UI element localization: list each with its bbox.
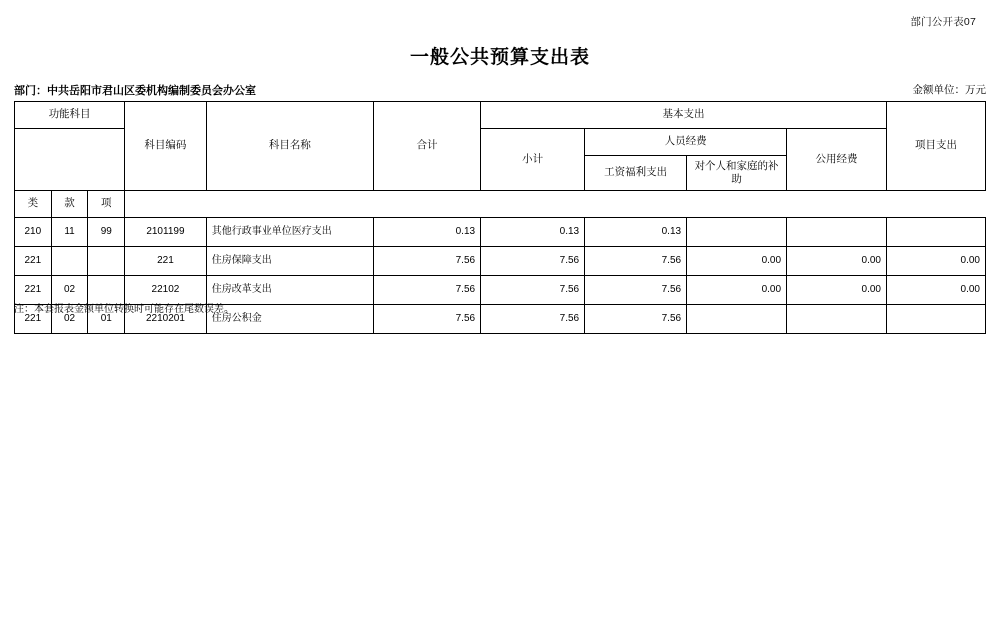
table-row xyxy=(15,247,986,276)
cell-item: 01 xyxy=(88,305,125,334)
cell-total: 7.56 xyxy=(373,305,480,334)
cell-salary-welfare: 7.56 xyxy=(585,247,687,276)
header-item: 项 xyxy=(88,191,125,218)
cell-name: 住房公积金 xyxy=(206,305,373,334)
table-footnote: 注：本套报表金额单位转换时可能存在尾数误差。 xyxy=(14,304,234,315)
cell-subsidy: 0.00 xyxy=(687,276,787,305)
table-row xyxy=(15,218,986,247)
header-basic-expenditure: 基本支出 xyxy=(481,102,887,129)
cell-subsidy: 0.00 xyxy=(687,247,787,276)
header-class: 类 xyxy=(15,191,52,218)
cell-subtotal: 0.13 xyxy=(481,218,585,247)
cell-project xyxy=(887,305,986,334)
cell-section: 02 xyxy=(51,276,88,305)
table-header-row-4 xyxy=(15,191,986,218)
cell-class: 221 xyxy=(15,305,52,334)
cell-project: 0.00 xyxy=(887,276,986,305)
cell-salary-welfare: 7.56 xyxy=(585,276,687,305)
cell-section xyxy=(51,247,88,276)
department-label: 部门：中共岳阳市君山区委机构编制委员会办公室 xyxy=(14,85,256,97)
header-subject-name: 科目名称 xyxy=(206,102,373,191)
header-project-expenditure: 项目支出 xyxy=(887,102,986,191)
header-function-subject: 功能科目 xyxy=(15,102,125,129)
cell-subtotal: 7.56 xyxy=(481,276,585,305)
header-public-funds: 公用经费 xyxy=(787,129,887,191)
cell-public-funds: 0.00 xyxy=(787,276,887,305)
cell-item: 99 xyxy=(88,218,125,247)
cell-total: 7.56 xyxy=(373,276,480,305)
header-salary-welfare: 工资福利支出 xyxy=(585,156,687,191)
cell-total: 7.56 xyxy=(373,247,480,276)
cell-project xyxy=(887,218,986,247)
header-total: 合计 xyxy=(373,102,480,191)
cell-class: 221 xyxy=(15,247,52,276)
header-subsidy-individual-family: 对个人和家庭的补助 xyxy=(687,156,787,191)
header-function-subject-spacer xyxy=(15,129,125,191)
cell-public-funds xyxy=(787,218,887,247)
table-header-row-1 xyxy=(15,102,986,129)
cell-code: 221 xyxy=(125,247,207,276)
header-section: 款 xyxy=(51,191,88,218)
cell-code: 2101199 xyxy=(125,218,207,247)
amount-unit-label: 金额单位：万元 xyxy=(912,84,986,96)
page-title: 一般公共预算支出表 xyxy=(409,47,590,68)
cell-subsidy xyxy=(687,218,787,247)
form-code-label: 部门公开表07 xyxy=(910,16,976,28)
cell-public-funds: 0.00 xyxy=(787,247,887,276)
cell-code: 2210201 xyxy=(125,305,207,334)
cell-total: 0.13 xyxy=(373,218,480,247)
cell-item xyxy=(88,247,125,276)
cell-salary-welfare: 0.13 xyxy=(585,218,687,247)
cell-name: 其他行政事业单位医疗支出 xyxy=(206,218,373,247)
header-subject-code: 科目编码 xyxy=(125,102,207,191)
cell-subtotal: 7.56 xyxy=(481,305,585,334)
cell-class: 221 xyxy=(15,276,52,305)
cell-public-funds xyxy=(787,305,887,334)
cell-subsidy xyxy=(687,305,787,334)
cell-project: 0.00 xyxy=(887,247,986,276)
header-personnel-funds: 人员经费 xyxy=(585,129,787,156)
cell-class: 210 xyxy=(15,218,52,247)
cell-salary-welfare: 7.56 xyxy=(585,305,687,334)
header-subtotal: 小计 xyxy=(481,129,585,191)
cell-section: 11 xyxy=(51,218,88,247)
cell-code: 22102 xyxy=(125,276,207,305)
cell-section: 02 xyxy=(51,305,88,334)
cell-name: 住房改革支出 xyxy=(206,276,373,305)
cell-name: 住房保障支出 xyxy=(206,247,373,276)
cell-subtotal: 7.56 xyxy=(481,247,585,276)
meta-row xyxy=(14,82,986,98)
